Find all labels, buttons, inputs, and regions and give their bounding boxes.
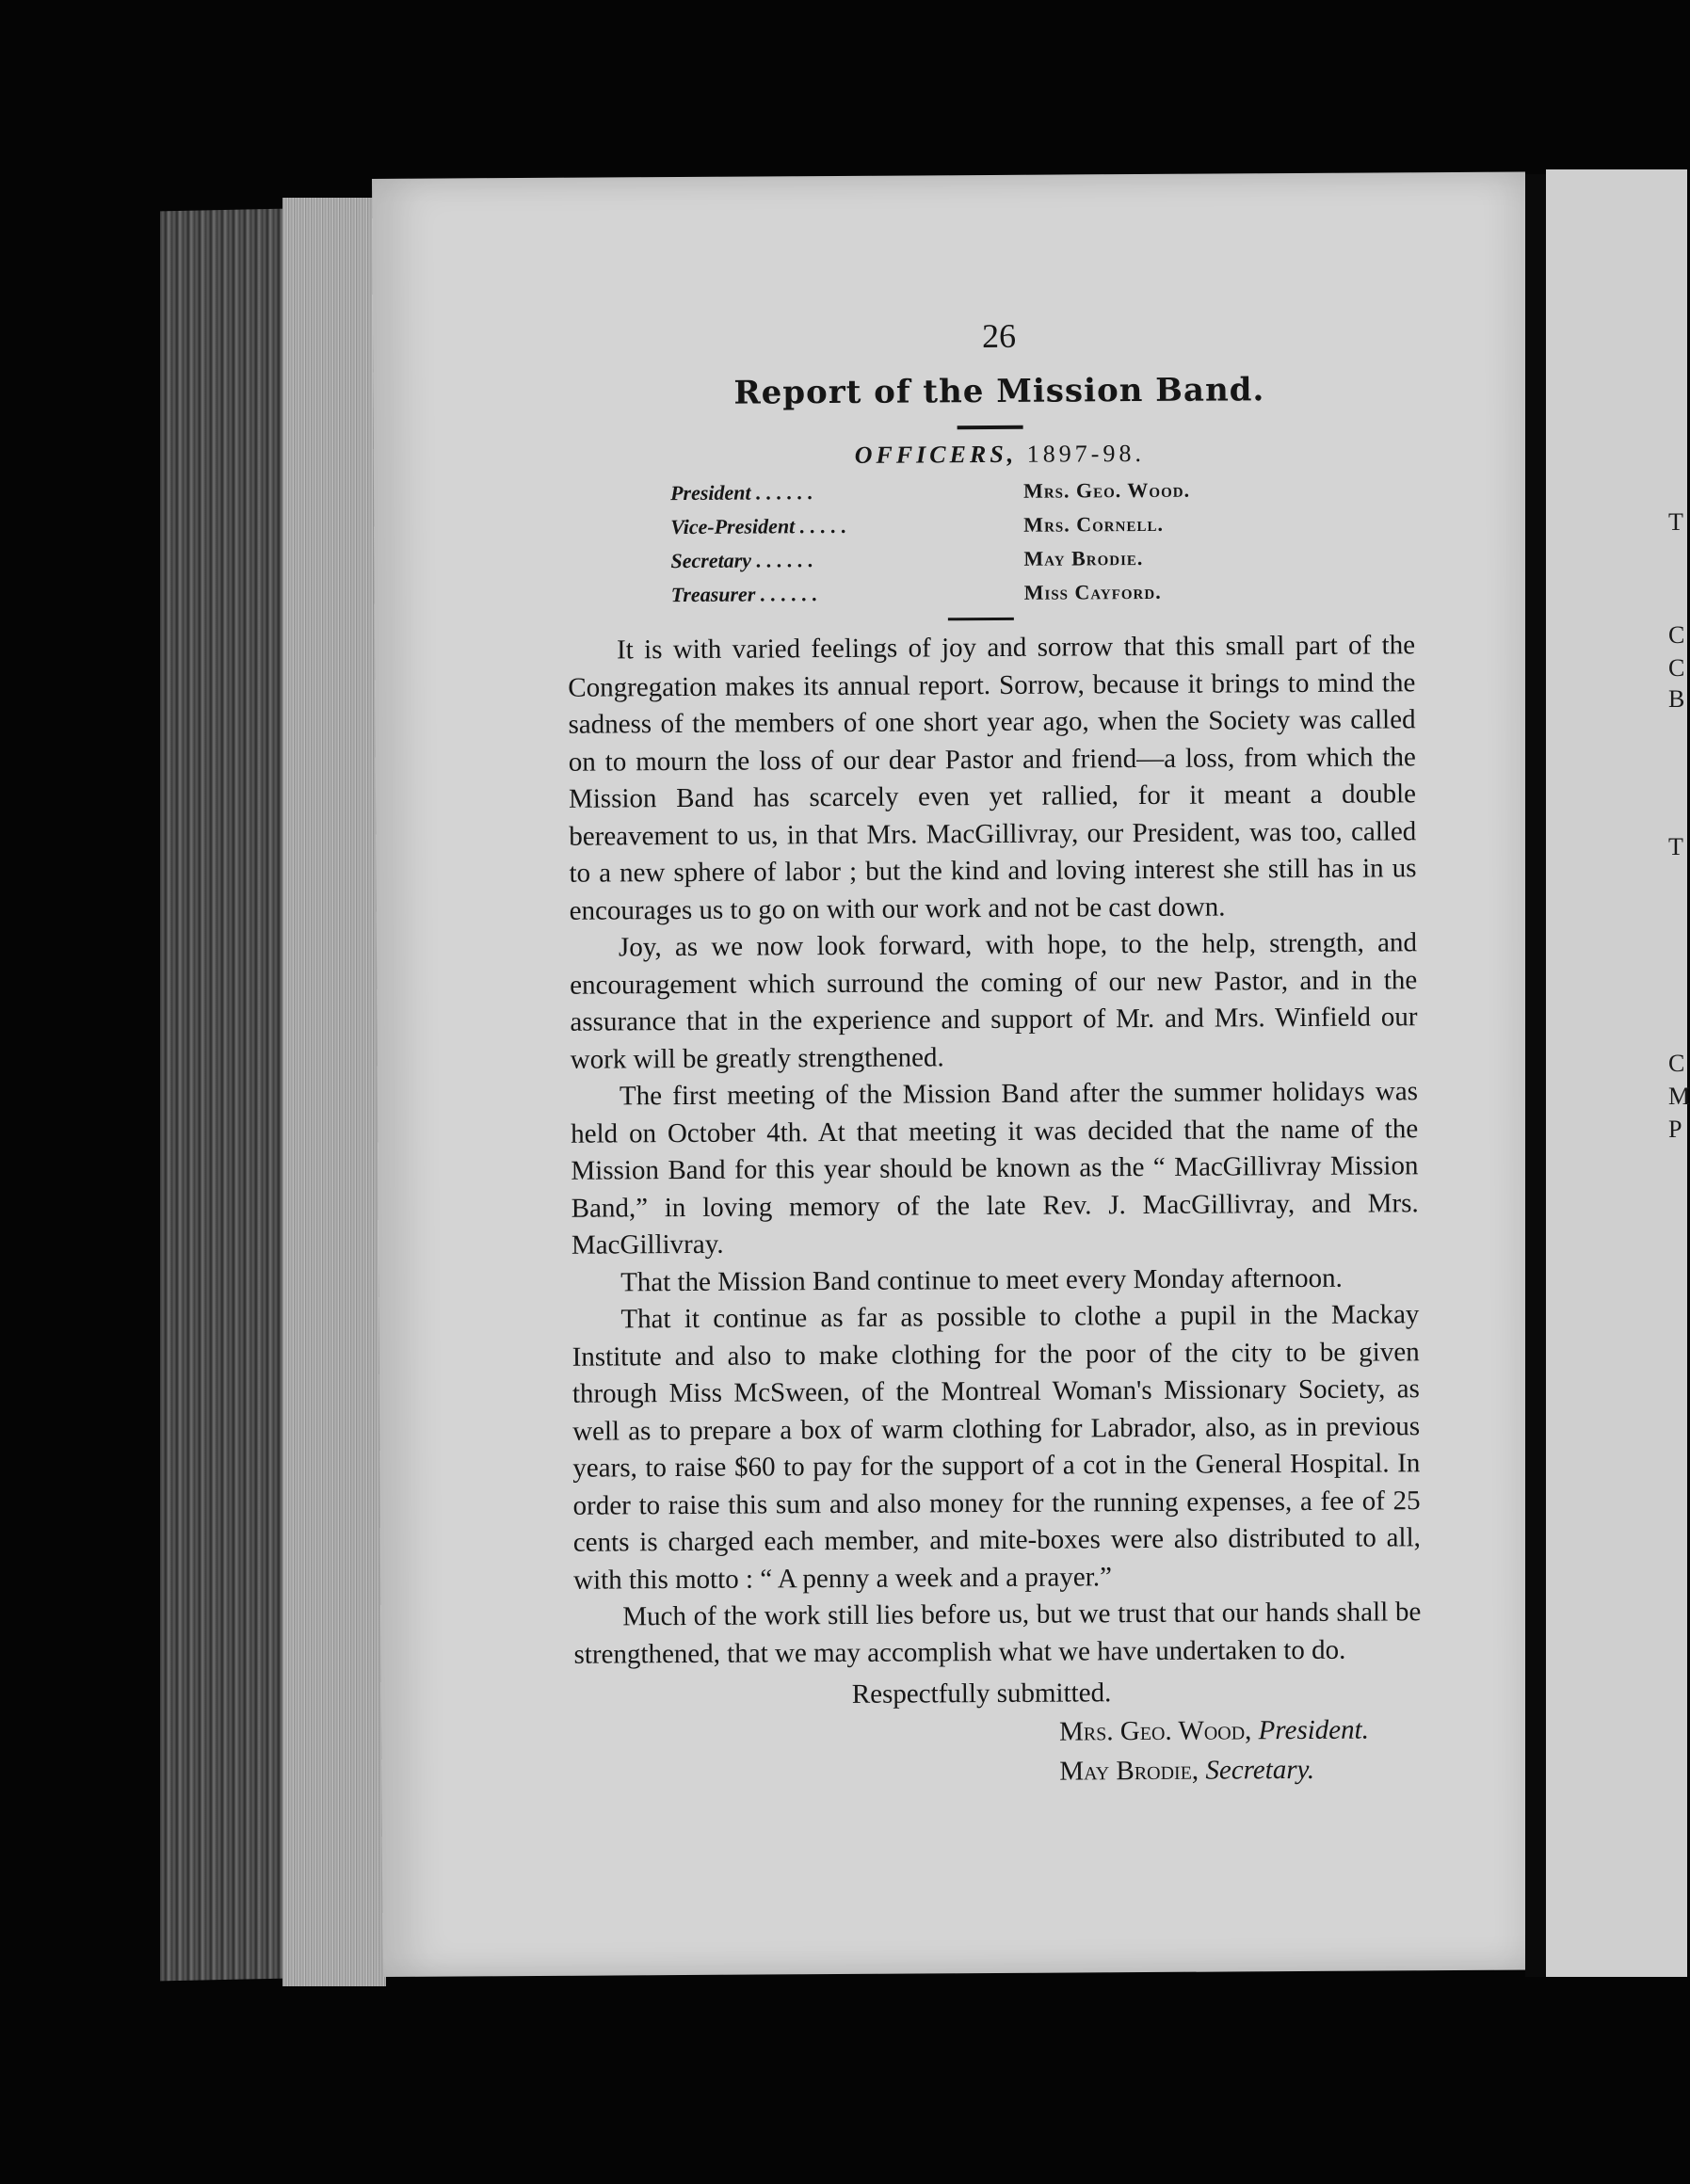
officer-row <box>670 474 1190 510</box>
signature-name: May Brodie, <box>1059 1755 1199 1787</box>
body-paragraph: Joy, as we now look forward, with hope, to the help, strength, and encouragement which surround the coming of our new Pastor, and in the assurance that in the experience and support of Mr. and Mrs. Winfield our work will be greatly strengthened. <box>570 927 1418 1075</box>
officer-leader-dots: . . . . . . <box>760 582 818 606</box>
officer-name: Miss Cayford. <box>1023 579 1162 604</box>
page-content <box>566 313 1423 1793</box>
report-title: Report of the Mission Band. <box>733 371 1265 412</box>
book-gutter <box>1525 174 1546 1977</box>
title-rule <box>958 426 1023 429</box>
adjacent-page-fragment: T <box>1668 833 1683 860</box>
officer-role-cell <box>670 542 1023 578</box>
officer-role-cell <box>670 508 1023 544</box>
officers-table <box>670 474 1191 612</box>
signature-line <box>1059 1749 1422 1791</box>
adjacent-page-fragment: P <box>1668 1116 1682 1143</box>
officer-role-cell <box>671 576 1024 612</box>
adjacent-page-fragment: T <box>1668 508 1683 536</box>
officers-rule <box>948 618 1014 620</box>
officer-role-cell <box>670 474 1023 510</box>
signature-title: President. <box>1258 1714 1370 1746</box>
body-paragraph: Much of the work still lies before us, but we trust that our hands shall be strengthened, that we may accomplish what we have undertaken to do. <box>573 1597 1422 1670</box>
officers-heading <box>567 438 1414 471</box>
adjacent-page-fragment: C <box>1668 1050 1685 1077</box>
adjacent-page-fragment: B <box>1668 685 1685 713</box>
body-paragraph: That it continue as far as possible to clothe a pupil in the Mackay Institute and also to make clothing for the poor of the city to be given through Miss McSween, of the Montreal Woman's Missionary Society, as well as to prepare a box of warm clothing for Labrador, also, as in previous years, to raise $60 to pay for the support of a cot in the General Hospital. In order to raise this sum and also money for the running expenses, a fee of 25 cents is charged each member, and mite-boxes were also distributed to all, with this motto : “ A penny a week and a prayer.” <box>571 1299 1421 1596</box>
officers-year: 1897-98. <box>1026 439 1146 468</box>
signature-name: Mrs. Geo. Wood, <box>1058 1715 1252 1747</box>
book-page <box>372 172 1537 1977</box>
closing-line: Respectfully submitted. <box>851 1678 1112 1710</box>
officer-leader-dots: . . . . . . <box>756 480 813 505</box>
officer-name: Mrs. Cornell. <box>1023 511 1165 537</box>
officers-label: OFFICERS, <box>854 440 1018 469</box>
officer-role: Vice-President . <box>670 514 806 539</box>
adjacent-page <box>1546 169 1690 1977</box>
book-page-stack <box>282 198 386 1986</box>
signature-line <box>1059 1710 1422 1751</box>
officer-leader-dots: . . . . <box>810 513 847 538</box>
officer-row <box>670 541 1190 578</box>
officer-row <box>671 575 1191 612</box>
adjacent-page-fragment: M <box>1668 1083 1690 1110</box>
report-body <box>568 627 1422 1673</box>
officer-name: Mrs. Geo. Wood. <box>1022 477 1191 503</box>
officer-role: Secretary <box>670 548 752 573</box>
adjacent-page-fragment: C <box>1668 621 1685 649</box>
page-number: 26 <box>981 316 1017 356</box>
signature-title: Secretary. <box>1205 1754 1315 1786</box>
body-paragraph: That the Mission Band continue to meet every Monday afternoon. <box>620 1262 1343 1297</box>
body-paragraph: It is with varied feelings of joy and sorrow that this small part of the Congregation makes its annual report. Sorrow, because it brings to mind the sadness of the members of one short year ago, when the Society was called on to mourn the loss of our dear Pastor and friend—a loss, from which the Mission Band has scarcely even yet rallied, for it meant a double bereavement to us, in that Mrs. MacGillivray, our President, was too, called to a new sphere of labor ; but the kind and loving interest she still has in us encourages us to go on with our work and not be cast down. <box>568 630 1417 926</box>
officer-role: President <box>669 480 751 506</box>
adjacent-page-fragment: C <box>1668 654 1685 682</box>
officer-name: May Brodie. <box>1023 546 1144 570</box>
officer-role: Treasurer <box>670 582 756 607</box>
body-paragraph: The first meeting of the Mission Band after the summer holidays was held on October 4th. At that meeting it was decided that the name of the Mission Band for this year should be known as the “ MacGillivray Mission Band,” in loving memory of the late Rev. J. MacGillivray, and Mrs. MacGillivray. <box>571 1076 1419 1261</box>
officer-row <box>670 507 1190 544</box>
officer-leader-dots: . . . . . . <box>756 548 814 572</box>
